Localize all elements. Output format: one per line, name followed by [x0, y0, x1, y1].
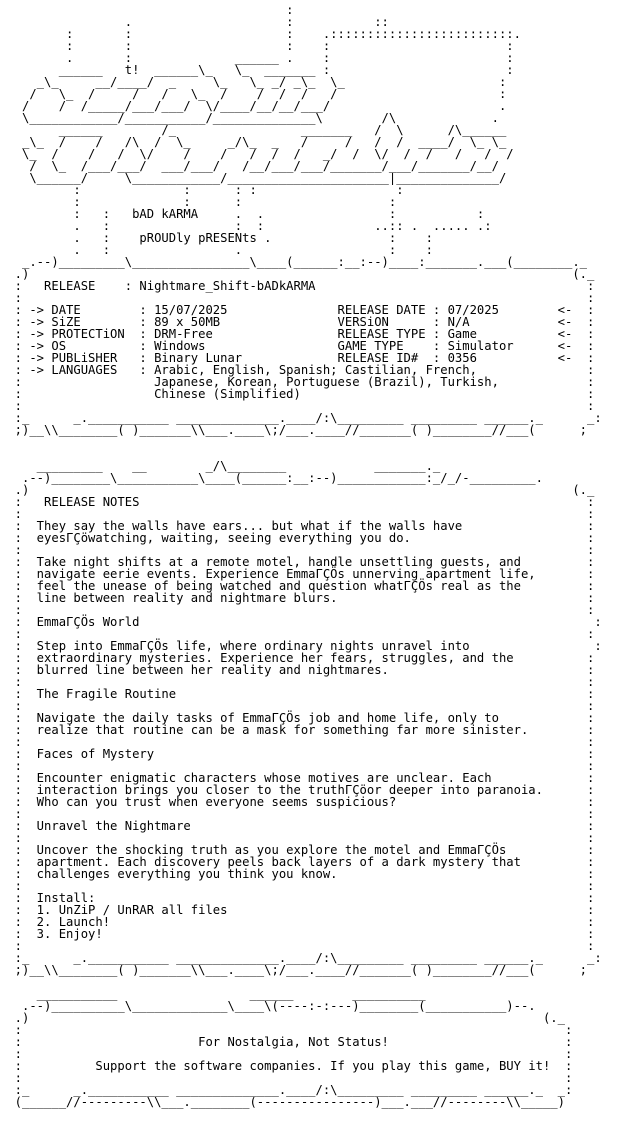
nfo-ascii-document: : . : :: : : : .:::::::::::::::::::::::::. : : : : : . : ______ . : : ______ t! ______\_ \_ _______ : : _\_ __/____/ _ \_ \_ _/ _\_ \_ : / \_ / / / \_ / / / / / : / / /_____/___/___/ \/____/__/__/___/ . \____________/___________/______________\ /\ . ______ /_ _______ / \ /\______ _\_ / / /\ / \_ _/\_ _ / / / / ____/ \_ \_ \_ / / / \/ / / / / / _/ / \/ / / / / / / \_ /___/___/ ___/___/ /__/___/___/_______/___/_______/__/ \______/ \____________/______________________|______________/ : : : : : : : : : : : bAD kARMA . . : : . : : : ..:: . ..... .: . : pROUDly pRESENts . : : . : . : : _.--)_________\________________\____(______:__:--)____:_______.___(________._ .) (._ : RELEASE : Nightmare_Shift-bADkARMA : : : : -> DATE : 15/07/2025 RELEASE DATE : 07/2025 <- : : -> SiZE : 89 x 50MB VERSiON : N/A <- : : -> PROTECTiON : DRM-Free RELEASE TYPE : Game <- : : -> OS : Windows GAME TYPE : Simulator <- : : -> PUBLiSHER : Binary Lunar RELEASE ID# : 0356 <- : : -> LANGUAGES : Arabic, English, Spanish; Castilian, French, : : Japanese, Korean, Portuguese (Brazil), Turkish, : : Chinese (Simplified) : : : :_ _.___________ ______________.____/:\_________ _________ ______._ _: ;)__\\________( )_______\\___.____\;/___.____//_______( )________//___( ; _________ __ _/\________ _______._ .--)________\___________\____(______:__:--)____________:_/_/-_________. .) (._ : RELEASE NOTES : : : : They say the walls have ears... but what if the walls have : : eyesΓÇöwatching, waiting, seeing everything you do. : : : : Take night shifts at a remote motel, handle unsettling guests, and : : navigate eerie events. Experience EmmaΓÇÖs unnerving apartment life, : : feel the unease of being watched and question whatΓÇÖs real as the : : line between reality and nightmare blurs. : : : : EmmaΓÇÖs World : : : : Step into EmmaΓÇÖs life, where ordinary nights unravel into : : extraordinary mysteries. Experience her fears, struggles, and the : : blurred line between her reality and nightmares. : : : : The Fragile Routine : : : : Navigate the daily tasks of EmmaΓÇÖs job and home life, only to : : realize that routine can be a mask for something far more sinister. : : : : Faces of Mystery : : : : Encounter enigmatic characters whose motives are unclear. Each : : interaction brings you closer to the truthΓÇöor deeper into paranoia. : : Who can you trust when everyone seems suspicious? : : : : Unravel the Nightmare : : : : Uncover the shocking truth as you explore the motel and EmmaΓÇÖs : : apartment. Each discovery peels back layers of a dark mystery that : : challenges everything you think you know. : : : : Install: : : 1. UnZiP / UnRAR all files : : 2. Launch! : : 3. Enjoy! : : : :_ _.___________ ______________.____/:\_________ _________ ______._ _: ;)__\\________( )_______\\___.____\;/___.____//_______( )________//___( ; ___________ ______ __________ .--)__________\_____________\____\(----:-:---)________(___________)--. .) (._ : : : For Nostalgia, Not Status! : : : : Support the software companies. If you play this game, BUY it! : : : :_ _.___________ ______________.____/:\_________ _________ ______._ _: (______//---------\\___.________(----------------)___.___//--------\\_____): [14, 3, 602, 1109]
